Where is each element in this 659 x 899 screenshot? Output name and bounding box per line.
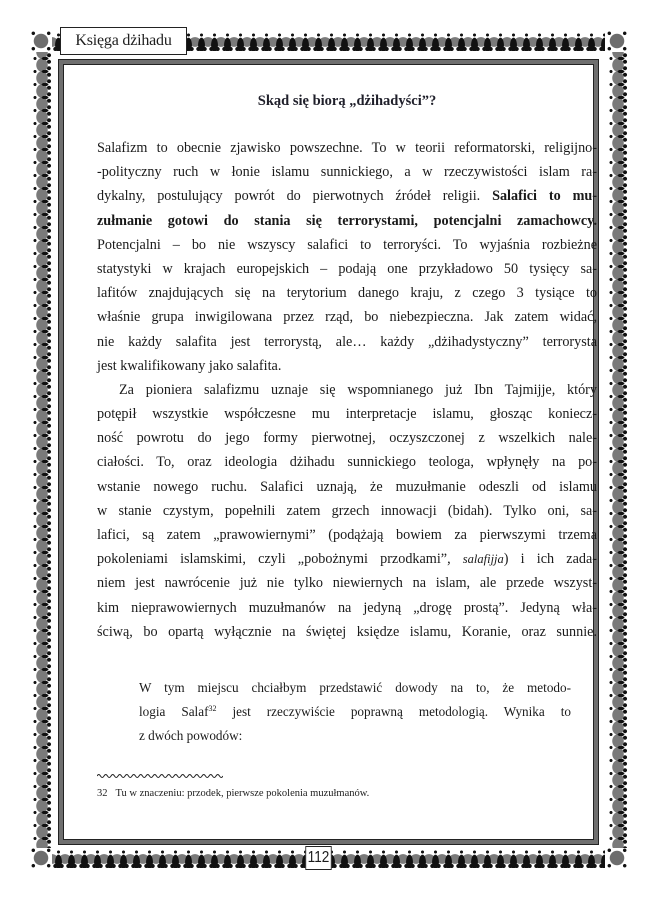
text-line [97, 547, 597, 571]
footnote-number: 32 [97, 788, 108, 799]
text-line: wstanie nowego ruchu. Salafici uznają, że muzułmanie odeszli od islamu [97, 478, 597, 495]
ornament-corner-star-icon [606, 847, 628, 869]
footnote-separator [97, 772, 223, 780]
ornament-corner-star-icon [30, 847, 52, 869]
ornamental-border-right [607, 52, 627, 848]
body-text [97, 136, 597, 644]
text-span: ) i ich zada- [503, 551, 597, 568]
bold-text: Salafici to mu- [492, 188, 598, 205]
text-line: ciałości. To, oraz ideologia dżihadu sunnickiego teologa, wpłynęły na po- [97, 454, 597, 471]
text-line: kim nieprawowiernych muzułmanów na jedyną „drogę prostą”. Jedyną wła- [97, 599, 597, 616]
text-line: jest kwalifikowany jako salafita. [97, 357, 282, 374]
text-span: dykalny, postulujący powrót do pierwotnych źródeł religii. [97, 188, 481, 205]
text-line: Potencjalni – bo nie wszyscy salafici to terroryści. To wyjaśnia rozbieżne [97, 236, 597, 253]
ornament-corner-star-icon [30, 30, 52, 52]
bold-text-line: zułmanie gotowi do stania się terrorystami, potencjalni zamachowcy. [97, 212, 597, 229]
text-line [97, 184, 597, 208]
footnote-text: Tu w znaczeniu: przodek, pierwsze pokolenia muzułmanów. [115, 788, 370, 799]
text-line: -polityczny ruch w łonie islamu sunnickiego, a w rzeczywistości islam ra- [97, 164, 597, 181]
text-line: lafici, są zatem „prawowiernymi” (podążają bowiem za pierwszymi trzema [97, 527, 597, 543]
text-line: potępił wszystkie współczesne mu interpretacje islamu, głosząc koniecz- [97, 406, 597, 423]
text-span: logia Salaf [139, 704, 209, 720]
quote-line: z dwóch powodów: [139, 728, 243, 744]
italic-term: salafijja [462, 552, 504, 567]
running-head: Księga dżihadu [60, 27, 187, 55]
ornament-corner-star-icon [606, 30, 628, 52]
footnote-reference[interactable]: 32 [208, 704, 217, 714]
chapter-title: Skąd się biorą „dżihadyści”? [257, 93, 437, 109]
text-line: niem jest nawrócenie już nie tylko niewiernych na islam, ale przede wszyst- [97, 575, 597, 592]
text-line: Za pioniera salafizmu uznaje się wspomnianego już Ibn Tajmijje, który [119, 381, 597, 398]
text-line: statystyki w krajach europejskich – podają one przykładowo 50 tysięcy sa- [97, 260, 597, 277]
text-line: ność powrotu do jego formy pierwotnej, oczyszczonej z wszelkich nale- [97, 430, 597, 447]
footnote [97, 787, 369, 801]
text-span: jest rzeczywiście poprawną metodologią. Wynika to [216, 704, 572, 720]
block-quote [139, 675, 571, 748]
text-line: nie każdy salafita jest terrorystą, ale… każdy „dżihadystyczny” terrorysta [97, 333, 597, 350]
text-span: pokoleniami islamskimi, czyli „pobożnymi przodkami”, [97, 551, 463, 568]
ornamental-border-left [31, 52, 51, 848]
quote-line: W tym miejscu chciałbym przedstawić dowody na to, że metodo- [139, 680, 571, 695]
text-line: w stanie czystym, popełnili zatem grzech innowacji (bidah). Tylko oni, sa- [97, 502, 597, 519]
quote-line [139, 699, 571, 723]
page-number: 112 [305, 846, 331, 870]
text-line: lafitów znajdujących się na terytorium danego kraju, z czego 3 tysiące to [97, 285, 597, 302]
text-line: Salafizm to obecnie zjawisko powszechne. To w teorii reformatorski, religijno- [97, 140, 597, 156]
text-line: ściwą, bo opartą wyłącznie na świętej księdze islamu, Koranie, oraz sunnie. [97, 623, 597, 640]
text-line: właśnie grupa inwigilowana przez rząd, bo niebezpieczna. Jak zatem widać, [97, 309, 597, 326]
